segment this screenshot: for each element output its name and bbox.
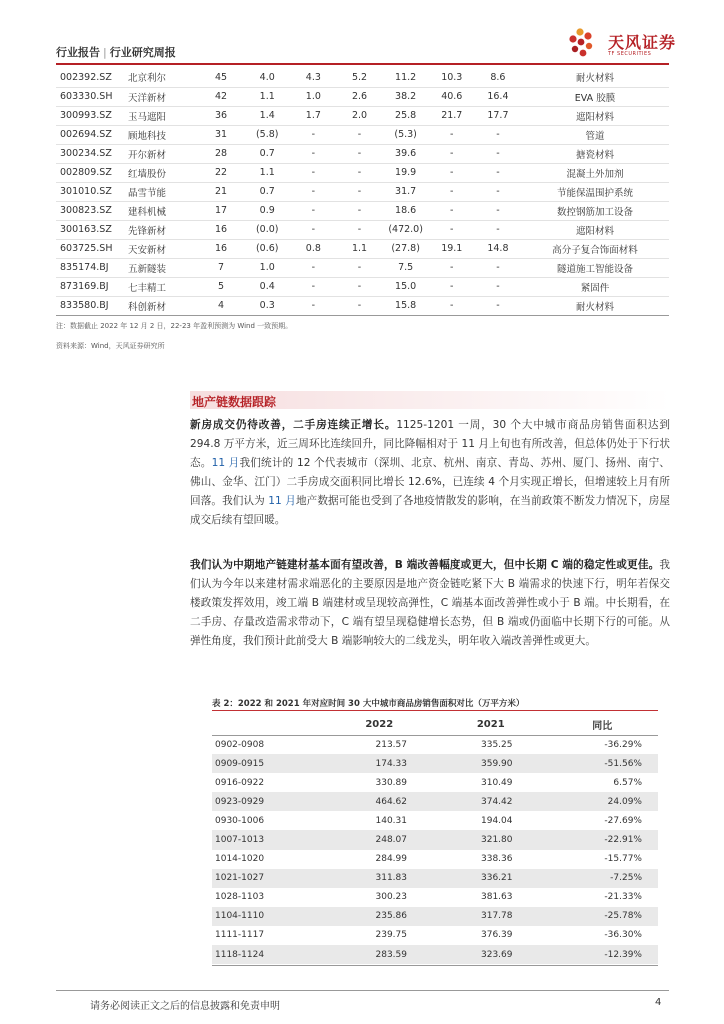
- table-row: [212, 792, 658, 811]
- pe-2022e-cell: -: [429, 258, 475, 277]
- main-business-cell: 耐火材料: [521, 68, 669, 87]
- mkt-cap-cell: 7: [198, 258, 244, 277]
- eps-2023e-cell: 2.6: [336, 87, 382, 106]
- table-row: [56, 258, 669, 277]
- stock-code-cell: 002694.SZ: [56, 125, 128, 144]
- eps-2022e-cell: 1.7: [290, 106, 336, 125]
- stock-name-cell: 科创新材: [128, 296, 198, 315]
- eps-2022e-cell: 4.3: [290, 68, 336, 87]
- eps-2023e-cell: -: [336, 125, 382, 144]
- page-number: 4: [655, 997, 662, 1008]
- eps-2021-cell: (0.0): [244, 220, 290, 239]
- table2-top-rule: [212, 710, 658, 711]
- pe-2021-cell: 15.8: [383, 296, 429, 315]
- stock-name-cell: 建科机械: [128, 201, 198, 220]
- table-row: [56, 125, 669, 144]
- eps-2023e-cell: 2.0: [336, 106, 382, 125]
- table2-bottom-rule: [212, 965, 658, 966]
- table-row: [212, 926, 658, 945]
- yoy-change-cell: -36.29%: [604, 739, 642, 750]
- mkt-cap-cell: 4: [198, 296, 244, 315]
- period-cell: 1014-1020: [215, 854, 265, 865]
- main-business-cell: 节能保温围护系统: [521, 182, 669, 201]
- yoy-change-cell: -25.78%: [547, 907, 659, 926]
- table-row: [212, 754, 658, 773]
- eps-2023e-cell: -: [336, 182, 382, 201]
- housing-sales-comparison-table: [212, 715, 658, 964]
- stock-code-cell: 835174.BJ: [56, 258, 128, 277]
- stock-code-cell: 873169.BJ: [56, 277, 128, 296]
- period-cell: 0923-0929: [212, 792, 324, 811]
- eps-2021-cell: 0.7: [244, 182, 290, 201]
- stock-code-cell: 300823.SZ: [56, 201, 128, 220]
- report-header-title: [56, 44, 176, 60]
- period-cell: 0930-1006: [215, 815, 265, 826]
- table-row: [56, 144, 669, 163]
- pe-2023e-cell: 14.8: [475, 239, 521, 258]
- pe-2021-cell: 39.6: [383, 144, 429, 163]
- main-business-cell: 遮阳材料: [521, 106, 669, 125]
- header-divider: [56, 63, 669, 65]
- stock-code-cell: 002392.SZ: [56, 68, 128, 87]
- main-business-cell: 数控钢筋加工设备: [521, 201, 669, 220]
- stock-name-cell: 五新隧装: [128, 258, 198, 277]
- footer-divider: [56, 990, 669, 991]
- main-business-cell: 耐火材料: [521, 296, 669, 315]
- mkt-cap-cell: 16: [198, 220, 244, 239]
- table2-header-yoy: 同比: [547, 715, 659, 735]
- table-row: [56, 106, 669, 125]
- header-separator: |: [103, 46, 107, 59]
- pe-2021-cell: (5.3): [383, 125, 429, 144]
- table-row: [56, 87, 669, 106]
- sales-2022-cell: 213.57: [375, 739, 407, 750]
- pe-2021-cell: 31.7: [383, 182, 429, 201]
- table-row: [212, 945, 658, 964]
- eps-2021-cell: 0.3: [244, 296, 290, 315]
- pe-2023e-cell: -: [475, 296, 521, 315]
- pe-2023e-cell: 16.4: [475, 87, 521, 106]
- eps-2023e-cell: -: [336, 144, 382, 163]
- report-type: 行业报告: [56, 46, 100, 59]
- main-business-cell: 管道: [521, 125, 669, 144]
- table-row: [212, 869, 658, 888]
- pe-2022e-cell: 21.7: [429, 106, 475, 125]
- eps-2021-cell: 1.4: [244, 106, 290, 125]
- p1-text-b: 我们统计的 12 个代表城市（深圳、北京、杭州、南京、青岛、苏州、厦门、扬州、南宁、佛山、金华、江门）二手房成交面积同比增长 12.6%，已连续 4 个月实现正增长，但增速较上月有所回落。我们认为: [190, 457, 670, 507]
- stock-name-cell: 红墙股份: [128, 163, 198, 182]
- eps-2021-cell: 0.7: [244, 144, 290, 163]
- period-cell: 0909-0915: [212, 754, 324, 773]
- eps-2022e-cell: -: [290, 277, 336, 296]
- sales-2022-cell: 174.33: [324, 754, 436, 773]
- p1-text-c: 地产数据可能也受到了各地疫情散发的影响，在当前政策不断发力情况下，房屋成交后续有望回暖。: [190, 495, 670, 526]
- stock-name-cell: 开尔新材: [128, 144, 198, 163]
- yoy-change-cell: -12.39%: [547, 945, 659, 964]
- main-business-cell: 混凝土外加剂: [521, 163, 669, 182]
- mkt-cap-cell: 17: [198, 201, 244, 220]
- table2-header-2022: 2022: [324, 715, 436, 735]
- pe-2022e-cell: -: [429, 144, 475, 163]
- mkt-cap-cell: 45: [198, 68, 244, 87]
- pe-2021-cell: (472.0): [383, 220, 429, 239]
- table2-header-2021: 2021: [435, 715, 547, 735]
- sales-2022-cell: 311.83: [324, 869, 436, 888]
- pe-2021-cell: 38.2: [383, 87, 429, 106]
- eps-2022e-cell: -: [290, 201, 336, 220]
- sales-2022-cell: 300.23: [375, 892, 407, 903]
- p1-text-a: 1125-1201 一周，30 个大中城市商品房销售面积达到 294.8 万平方米，近三周环比连续回升，同比降幅相对于 11 月上旬也有所改善，但总体仍处于下行状态。: [190, 419, 670, 469]
- eps-2021-cell: (0.6): [244, 239, 290, 258]
- pe-2023e-cell: 17.7: [475, 106, 521, 125]
- pe-2021-cell: 7.5: [383, 258, 429, 277]
- sales-2021-cell: 194.04: [481, 815, 513, 826]
- eps-2022e-cell: -: [290, 182, 336, 201]
- sales-2021-cell: 323.69: [435, 945, 547, 964]
- sales-2022-cell: 283.59: [324, 945, 436, 964]
- pe-2023e-cell: -: [475, 277, 521, 296]
- main-business-cell: 隧道施工智能设备: [521, 258, 669, 277]
- mkt-cap-cell: 28: [198, 144, 244, 163]
- eps-2021-cell: 0.9: [244, 201, 290, 220]
- table-row: [56, 68, 669, 87]
- stock-code-cell: 300163.SZ: [56, 220, 128, 239]
- yoy-change-cell: -22.91%: [547, 830, 659, 849]
- sales-2021-cell: 359.90: [435, 754, 547, 773]
- period-cell: 0916-0922: [215, 777, 265, 788]
- sales-2022-cell: 464.62: [324, 792, 436, 811]
- sales-2021-cell: 376.39: [481, 930, 513, 941]
- eps-2023e-cell: -: [336, 258, 382, 277]
- stock-name-cell: 顾地科技: [128, 125, 198, 144]
- stock-code-cell: 603330.SH: [56, 87, 128, 106]
- pe-2022e-cell: -: [429, 163, 475, 182]
- pe-2023e-cell: -: [475, 220, 521, 239]
- p1-highlight-month-1: 11 月: [211, 457, 240, 469]
- eps-2022e-cell: -: [290, 220, 336, 239]
- pe-2022e-cell: 40.6: [429, 87, 475, 106]
- eps-2023e-cell: 5.2: [336, 68, 382, 87]
- stock-code-cell: 002809.SZ: [56, 163, 128, 182]
- mkt-cap-cell: 16: [198, 239, 244, 258]
- yoy-change-cell: -36.30%: [604, 930, 642, 941]
- stock-name-cell: 玉马遮阳: [128, 106, 198, 125]
- table-row: [56, 296, 669, 315]
- stock-name-cell: 北京利尔: [128, 68, 198, 87]
- eps-2021-cell: (5.8): [244, 125, 290, 144]
- pe-2021-cell: 15.0: [383, 277, 429, 296]
- table-row: [212, 773, 658, 792]
- table-row: [212, 735, 658, 754]
- period-cell: 1007-1013: [212, 830, 324, 849]
- sales-2021-cell: 338.36: [481, 854, 513, 865]
- eps-2022e-cell: -: [290, 163, 336, 182]
- sales-2022-cell: 284.99: [375, 854, 407, 865]
- yoy-change-cell: 6.57%: [613, 777, 642, 788]
- table1-source: 资料来源：Wind，天风证券研究所: [56, 342, 165, 350]
- period-cell: 1111-1117: [215, 930, 265, 941]
- report-subtype: 行业研究周报: [109, 46, 176, 59]
- main-business-cell: 高分子复合饰面材料: [521, 239, 669, 258]
- stock-code-cell: 300993.SZ: [56, 106, 128, 125]
- paragraph-mid-term-outlook: [190, 556, 670, 651]
- table1-note: 注：数据截止 2022 年 12 月 2 日，22-23 年盈利预测为 Wind 一致预期。: [56, 322, 293, 330]
- table-row: [212, 888, 658, 907]
- table-row: [56, 277, 669, 296]
- period-cell: 1028-1103: [215, 892, 265, 903]
- period-cell: 0902-0908: [215, 739, 265, 750]
- p1-highlight-month-2: 11 月: [268, 495, 296, 507]
- p2-text: 我们认为今年以来建材需求端恶化的主要原因是地产资金链吃紧下大 B 端需求的快速下行，明年若保交楼政策发挥效用，竣工端 B 端建材或呈现较高弹性，C 端基本面改善弹性或小于 B 端。中长期看，在二手房、存量改造需求带动下，C 端有望呈现稳健增长态势，但 B 端或仍面临中长期下行的可能。从弹性角度，我们预计此前受大 B 端影响较大的二线龙头，明年收入端改善弹性或更大。: [190, 559, 670, 647]
- eps-2023e-cell: -: [336, 296, 382, 315]
- stock-code-cell: 603725.SH: [56, 239, 128, 258]
- eps-2021-cell: 1.1: [244, 163, 290, 182]
- pe-2021-cell: 18.6: [383, 201, 429, 220]
- pe-2023e-cell: -: [475, 182, 521, 201]
- main-business-cell: 紧固件: [521, 277, 669, 296]
- stock-code-cell: 833580.BJ: [56, 296, 128, 315]
- table-row: [212, 830, 658, 849]
- eps-2022e-cell: 1.0: [290, 87, 336, 106]
- table2-header-period: [212, 715, 324, 735]
- yoy-change-cell: -51.56%: [547, 754, 659, 773]
- eps-2021-cell: 1.1: [244, 87, 290, 106]
- sales-2022-cell: 235.86: [324, 907, 436, 926]
- pe-2022e-cell: 10.3: [429, 68, 475, 87]
- period-cell: 1104-1110: [212, 907, 324, 926]
- pe-2023e-cell: -: [475, 258, 521, 277]
- pe-2023e-cell: -: [475, 201, 521, 220]
- period-cell: 1118-1124: [212, 945, 324, 964]
- eps-2022e-cell: -: [290, 144, 336, 163]
- company-valuation-table: [56, 68, 669, 316]
- main-business-cell: 搪瓷材料: [521, 144, 669, 163]
- mkt-cap-cell: 42: [198, 87, 244, 106]
- pe-2021-cell: (27.8): [383, 239, 429, 258]
- table1-bottom-rule: [56, 315, 669, 316]
- sales-2022-cell: 239.75: [375, 930, 407, 941]
- pe-2023e-cell: -: [475, 163, 521, 182]
- sales-2021-cell: 317.78: [435, 907, 547, 926]
- yoy-change-cell: 24.09%: [547, 792, 659, 811]
- sales-2021-cell: 321.80: [435, 830, 547, 849]
- eps-2022e-cell: -: [290, 258, 336, 277]
- sales-2021-cell: 336.21: [435, 869, 547, 888]
- pe-2022e-cell: 19.1: [429, 239, 475, 258]
- sales-2021-cell: 335.25: [481, 739, 513, 750]
- mkt-cap-cell: 31: [198, 125, 244, 144]
- table-row: [56, 182, 669, 201]
- table-row: [212, 907, 658, 926]
- eps-2023e-cell: -: [336, 163, 382, 182]
- yoy-change-cell: -21.33%: [604, 892, 642, 903]
- footer-disclaimer: 请务必阅读正文之后的信息披露和免责申明: [90, 1001, 280, 1012]
- sales-2021-cell: 310.49: [481, 777, 513, 788]
- pe-2022e-cell: -: [429, 182, 475, 201]
- section-heading: 地产链数据跟踪: [192, 395, 277, 409]
- pe-2022e-cell: -: [429, 220, 475, 239]
- eps-2022e-cell: 0.8: [290, 239, 336, 258]
- pe-2022e-cell: -: [429, 125, 475, 144]
- pe-2022e-cell: -: [429, 201, 475, 220]
- eps-2021-cell: 4.0: [244, 68, 290, 87]
- pe-2023e-cell: 8.6: [475, 68, 521, 87]
- eps-2022e-cell: -: [290, 125, 336, 144]
- mkt-cap-cell: 21: [198, 182, 244, 201]
- yoy-change-cell: -27.69%: [604, 815, 642, 826]
- sales-2022-cell: 248.07: [324, 830, 436, 849]
- yoy-change-cell: -15.77%: [604, 854, 642, 865]
- stock-name-cell: 天洋新材: [128, 87, 198, 106]
- pe-2023e-cell: -: [475, 125, 521, 144]
- yoy-change-cell: -7.25%: [547, 869, 659, 888]
- stock-name-cell: 先锋新材: [128, 220, 198, 239]
- pe-2022e-cell: -: [429, 296, 475, 315]
- sales-2022-cell: 140.31: [375, 815, 407, 826]
- table-row: [212, 811, 658, 830]
- mkt-cap-cell: 22: [198, 163, 244, 182]
- pe-2022e-cell: -: [429, 277, 475, 296]
- pe-2021-cell: 11.2: [383, 68, 429, 87]
- table-row: [212, 850, 658, 869]
- eps-2021-cell: 1.0: [244, 258, 290, 277]
- mkt-cap-cell: 5: [198, 277, 244, 296]
- stock-name-cell: 天安新材: [128, 239, 198, 258]
- logo-english-name: TF SECURITIES: [608, 51, 652, 57]
- sales-2021-cell: 381.63: [481, 892, 513, 903]
- p2-lead: 我们认为中期地产链建材基本面有望改善，B 端改善幅度或更大，但中长期 C 端的稳定性或更佳。: [190, 559, 660, 571]
- eps-2023e-cell: -: [336, 201, 382, 220]
- mkt-cap-cell: 36: [198, 106, 244, 125]
- table-row: [56, 220, 669, 239]
- pe-2021-cell: 19.9: [383, 163, 429, 182]
- eps-2023e-cell: 1.1: [336, 239, 382, 258]
- table2-title: 表 2：2022 和 2021 年对应时间 30 大中城市商品房销售面积对比（万平方米）: [212, 699, 525, 709]
- pe-2021-cell: 25.8: [383, 106, 429, 125]
- eps-2021-cell: 0.4: [244, 277, 290, 296]
- section-heading-bar: [190, 391, 670, 409]
- stock-name-cell: 七丰精工: [128, 277, 198, 296]
- sales-2022-cell: 330.89: [375, 777, 407, 788]
- p1-lead: 新房成交仍待改善，二手房连续正增长。: [190, 419, 397, 431]
- main-business-cell: 遮阳材料: [521, 220, 669, 239]
- paragraph-new-home-sales: [190, 416, 670, 530]
- stock-name-cell: 晶雪节能: [128, 182, 198, 201]
- stock-code-cell: 301010.SZ: [56, 182, 128, 201]
- table-row: [56, 239, 669, 258]
- pe-2023e-cell: -: [475, 144, 521, 163]
- sales-2021-cell: 374.42: [435, 792, 547, 811]
- period-cell: 1021-1027: [212, 869, 324, 888]
- logo-name: 天风证券: [608, 33, 677, 52]
- eps-2023e-cell: -: [336, 277, 382, 296]
- eps-2023e-cell: -: [336, 220, 382, 239]
- stock-code-cell: 300234.SZ: [56, 144, 128, 163]
- eps-2022e-cell: -: [290, 296, 336, 315]
- main-business-cell: EVA 胶膜: [521, 87, 669, 106]
- table-row: [56, 163, 669, 182]
- table-row: [56, 201, 669, 220]
